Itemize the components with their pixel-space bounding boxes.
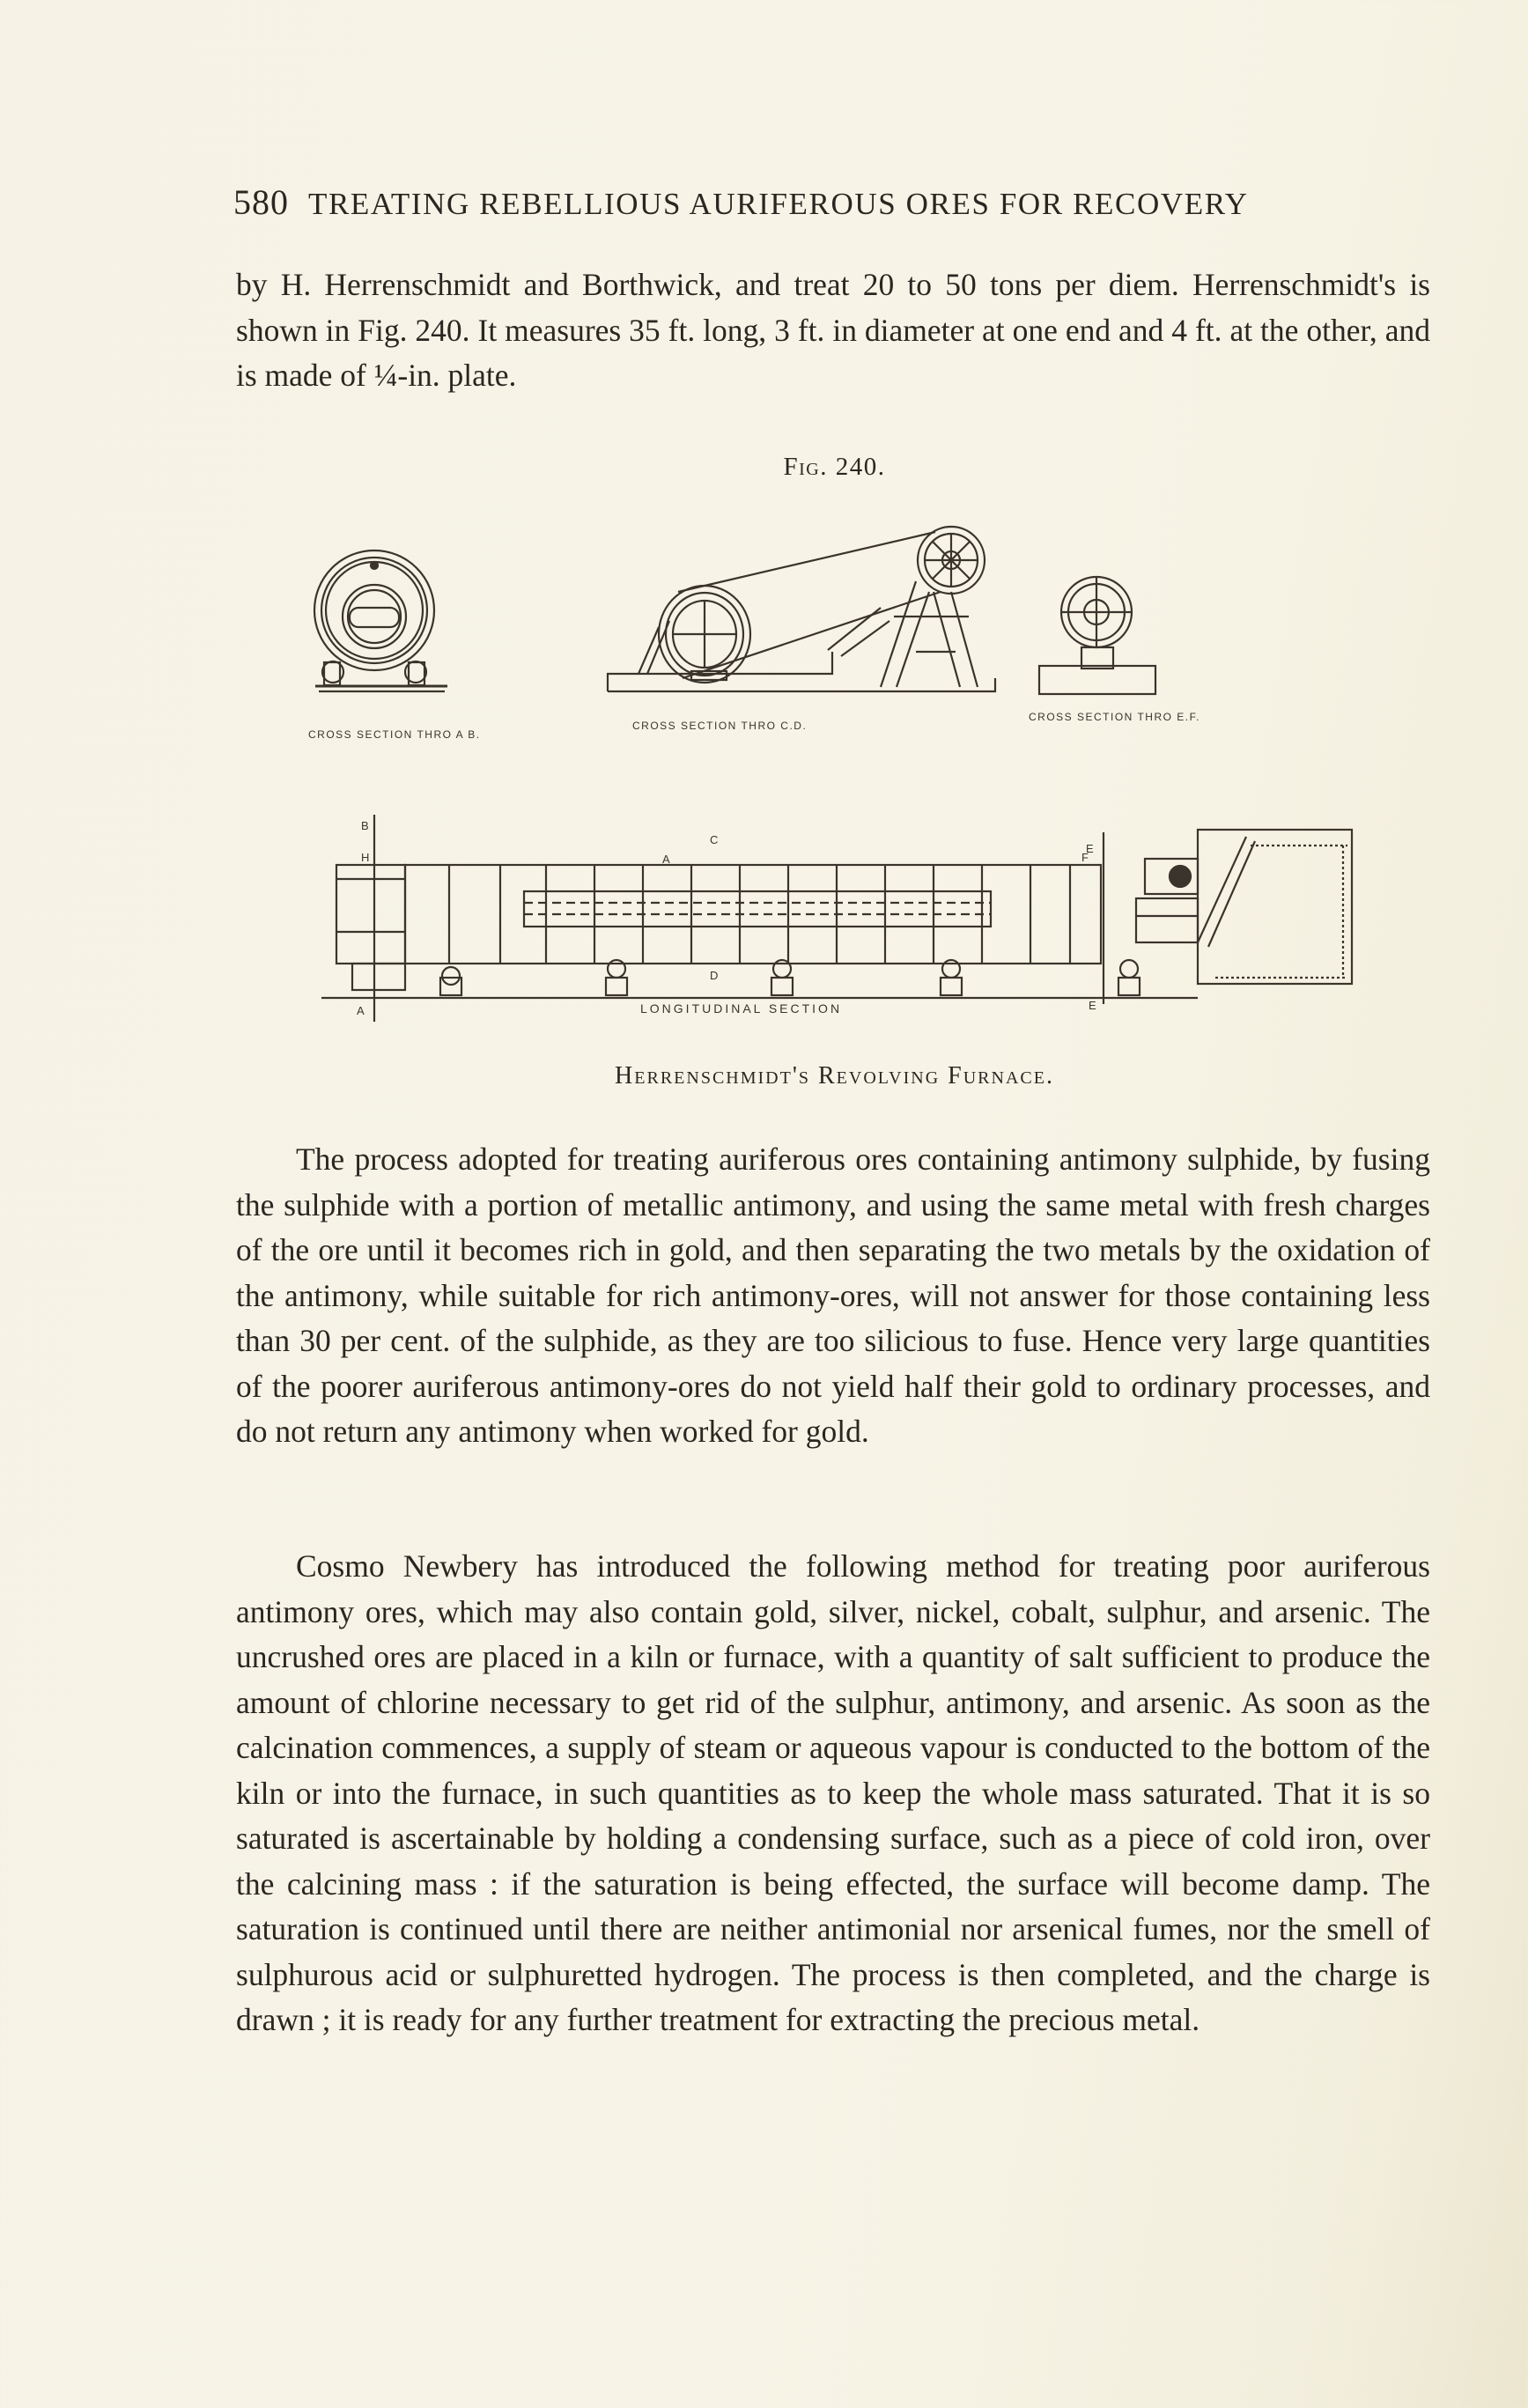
furnace-illustration xyxy=(0,0,1528,1057)
paragraph-opening: by H. Herrenschmidt and Borthwick, and treat 20 to 50 tons per diem. Herrenschmidt's is shown in Fig. 240. It measures 35 ft. long, 3 ft. in diameter at one end and 4 ft. at the other, and is made of ¼-in. plate. xyxy=(236,267,1430,393)
running-title: TREATING REBELLIOUS AURIFEROUS ORES FOR RECOVERY xyxy=(308,187,1249,221)
letter-h: H xyxy=(361,851,370,864)
figure-caption: Herrenschmidt's Revolving Furnace. xyxy=(615,1062,1054,1090)
label-section-cd: CROSS SECTION THRO C.D. xyxy=(632,720,808,732)
paragraph-process: The process adopted for treating auriferous ores containing antimony sulphide, by fusing the sulphide with a portion of metallic antimony, and using the same metal with fresh charges of the ore until it becomes rich in gold, and then separating the two metals by the oxidation of the antimony, while suitable for rich antimony-ores, will not answer for those containing less than 30 per cent. of the sulphide, as they are too silicious to fuse. Hence very large quantities of the poorer auriferous antimony-ores do not yield half their gold to ordinary processes, and do not return any antimony when worked for gold. xyxy=(236,1141,1430,1449)
letter-e: E xyxy=(1086,842,1094,855)
label-section-ab: CROSS SECTION THRO A B. xyxy=(308,728,481,741)
letter-b: B xyxy=(361,819,369,832)
page-number: 580 xyxy=(233,182,289,222)
letter-f: F xyxy=(1081,851,1089,864)
paragraph-newbery: Cosmo Newbery has introduced the following method for treating poor auriferous antimony ores, which may also contain gold, silver, nickel, cobalt, sulphur, and arsenic. The uncrushed ores are placed in a kiln or furnace, with a quantity of salt sufficient to produce the amount of chlorine necessary to get rid of the sulphur, antimony, and arsenic. As soon as the calcination commences, a supply of steam or aqueous vapour is conducted to the bottom of the kiln or into the furnace, in such quantities as to keep the whole mass saturated. That it is so saturated is ascertainable by holding a condensing surface, such as a piece of cold iron, over the calcining mass : if the saturation is being effected, the surface will become damp. The saturation is continued until there are neither antimonial nor arsenical fumes, nor the smell of sulphurous acid or sulphuretted hydrogen. The process is then completed, and the charge is drawn ; it is ready for any further treatment for extracting the precious metal. xyxy=(236,1548,1430,2037)
figure-label: Fig. 240. xyxy=(783,453,886,481)
longitudinal-section-drawing xyxy=(321,815,1352,1022)
letter-a-top: A xyxy=(662,853,670,866)
letter-d: D xyxy=(710,969,719,982)
cross-section-cd-drawing xyxy=(608,527,995,691)
label-section-ef: CROSS SECTION THRO E.F. xyxy=(1029,711,1200,723)
letter-e-bottom: E xyxy=(1089,999,1096,1012)
letter-a-bottom: A xyxy=(357,1004,365,1017)
letter-c: C xyxy=(710,833,719,846)
cross-section-ef-drawing xyxy=(1039,577,1155,694)
cross-section-ab-drawing xyxy=(314,550,447,691)
label-longitudinal: LONGITUDINAL SECTION xyxy=(640,1001,843,1016)
